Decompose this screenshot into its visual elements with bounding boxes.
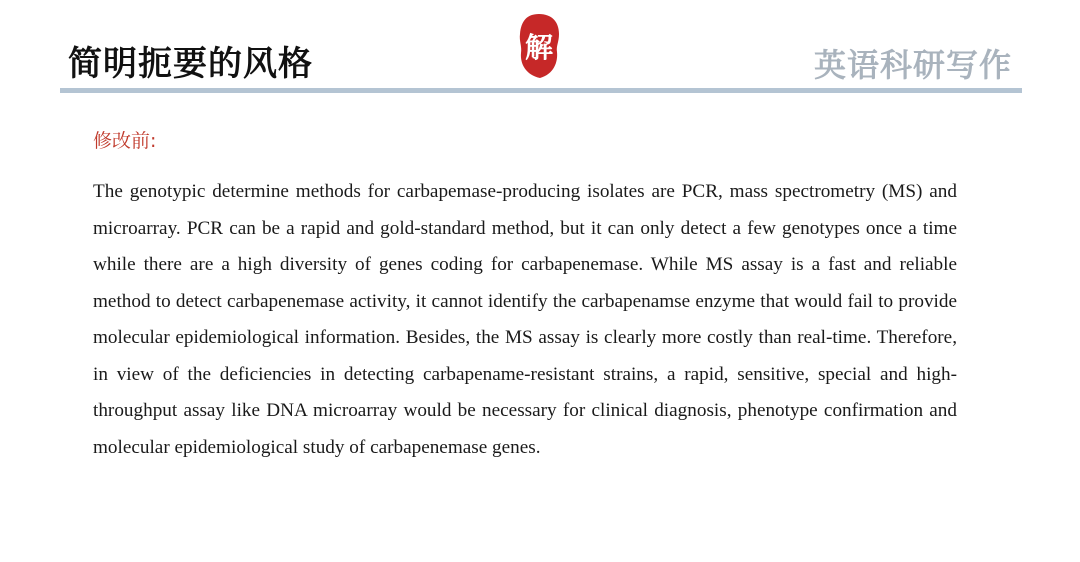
section-label: 修改前: [93,130,157,152]
seal-glyph: 解 [524,31,554,64]
header-divider [60,88,1022,93]
page-title: 简明扼要的风格 [68,44,313,84]
body-paragraph: The genotypic determine methods for carbapemase-producing isolates are PCR, mass spectrometry (MS) and microarray. PCR can be a rapid and gold-standard method, but it can only detect a few genotypes once a time while there are a high diversity of genes coding for carbapenemase. While MS assay is a fast and reliable method to detect carbapenemase activity, it cannot identify the carbapenamse enzyme that would fail to provide molecular epidemiological information. Besides, the MS assay is clearly more costly than real-time. Therefore, in view of the deficiencies in detecting carbapename-resistant strains, a rapid, sensitive, special and high-throughput assay like DNA microarray would be necessary for clinical diagnosis, phenotype confirmation and molecular epidemiological study of carbapenemase genes. [93,181,957,458]
seal-logo [516,12,562,80]
brand-title: 英语科研写作 [813,46,1012,84]
